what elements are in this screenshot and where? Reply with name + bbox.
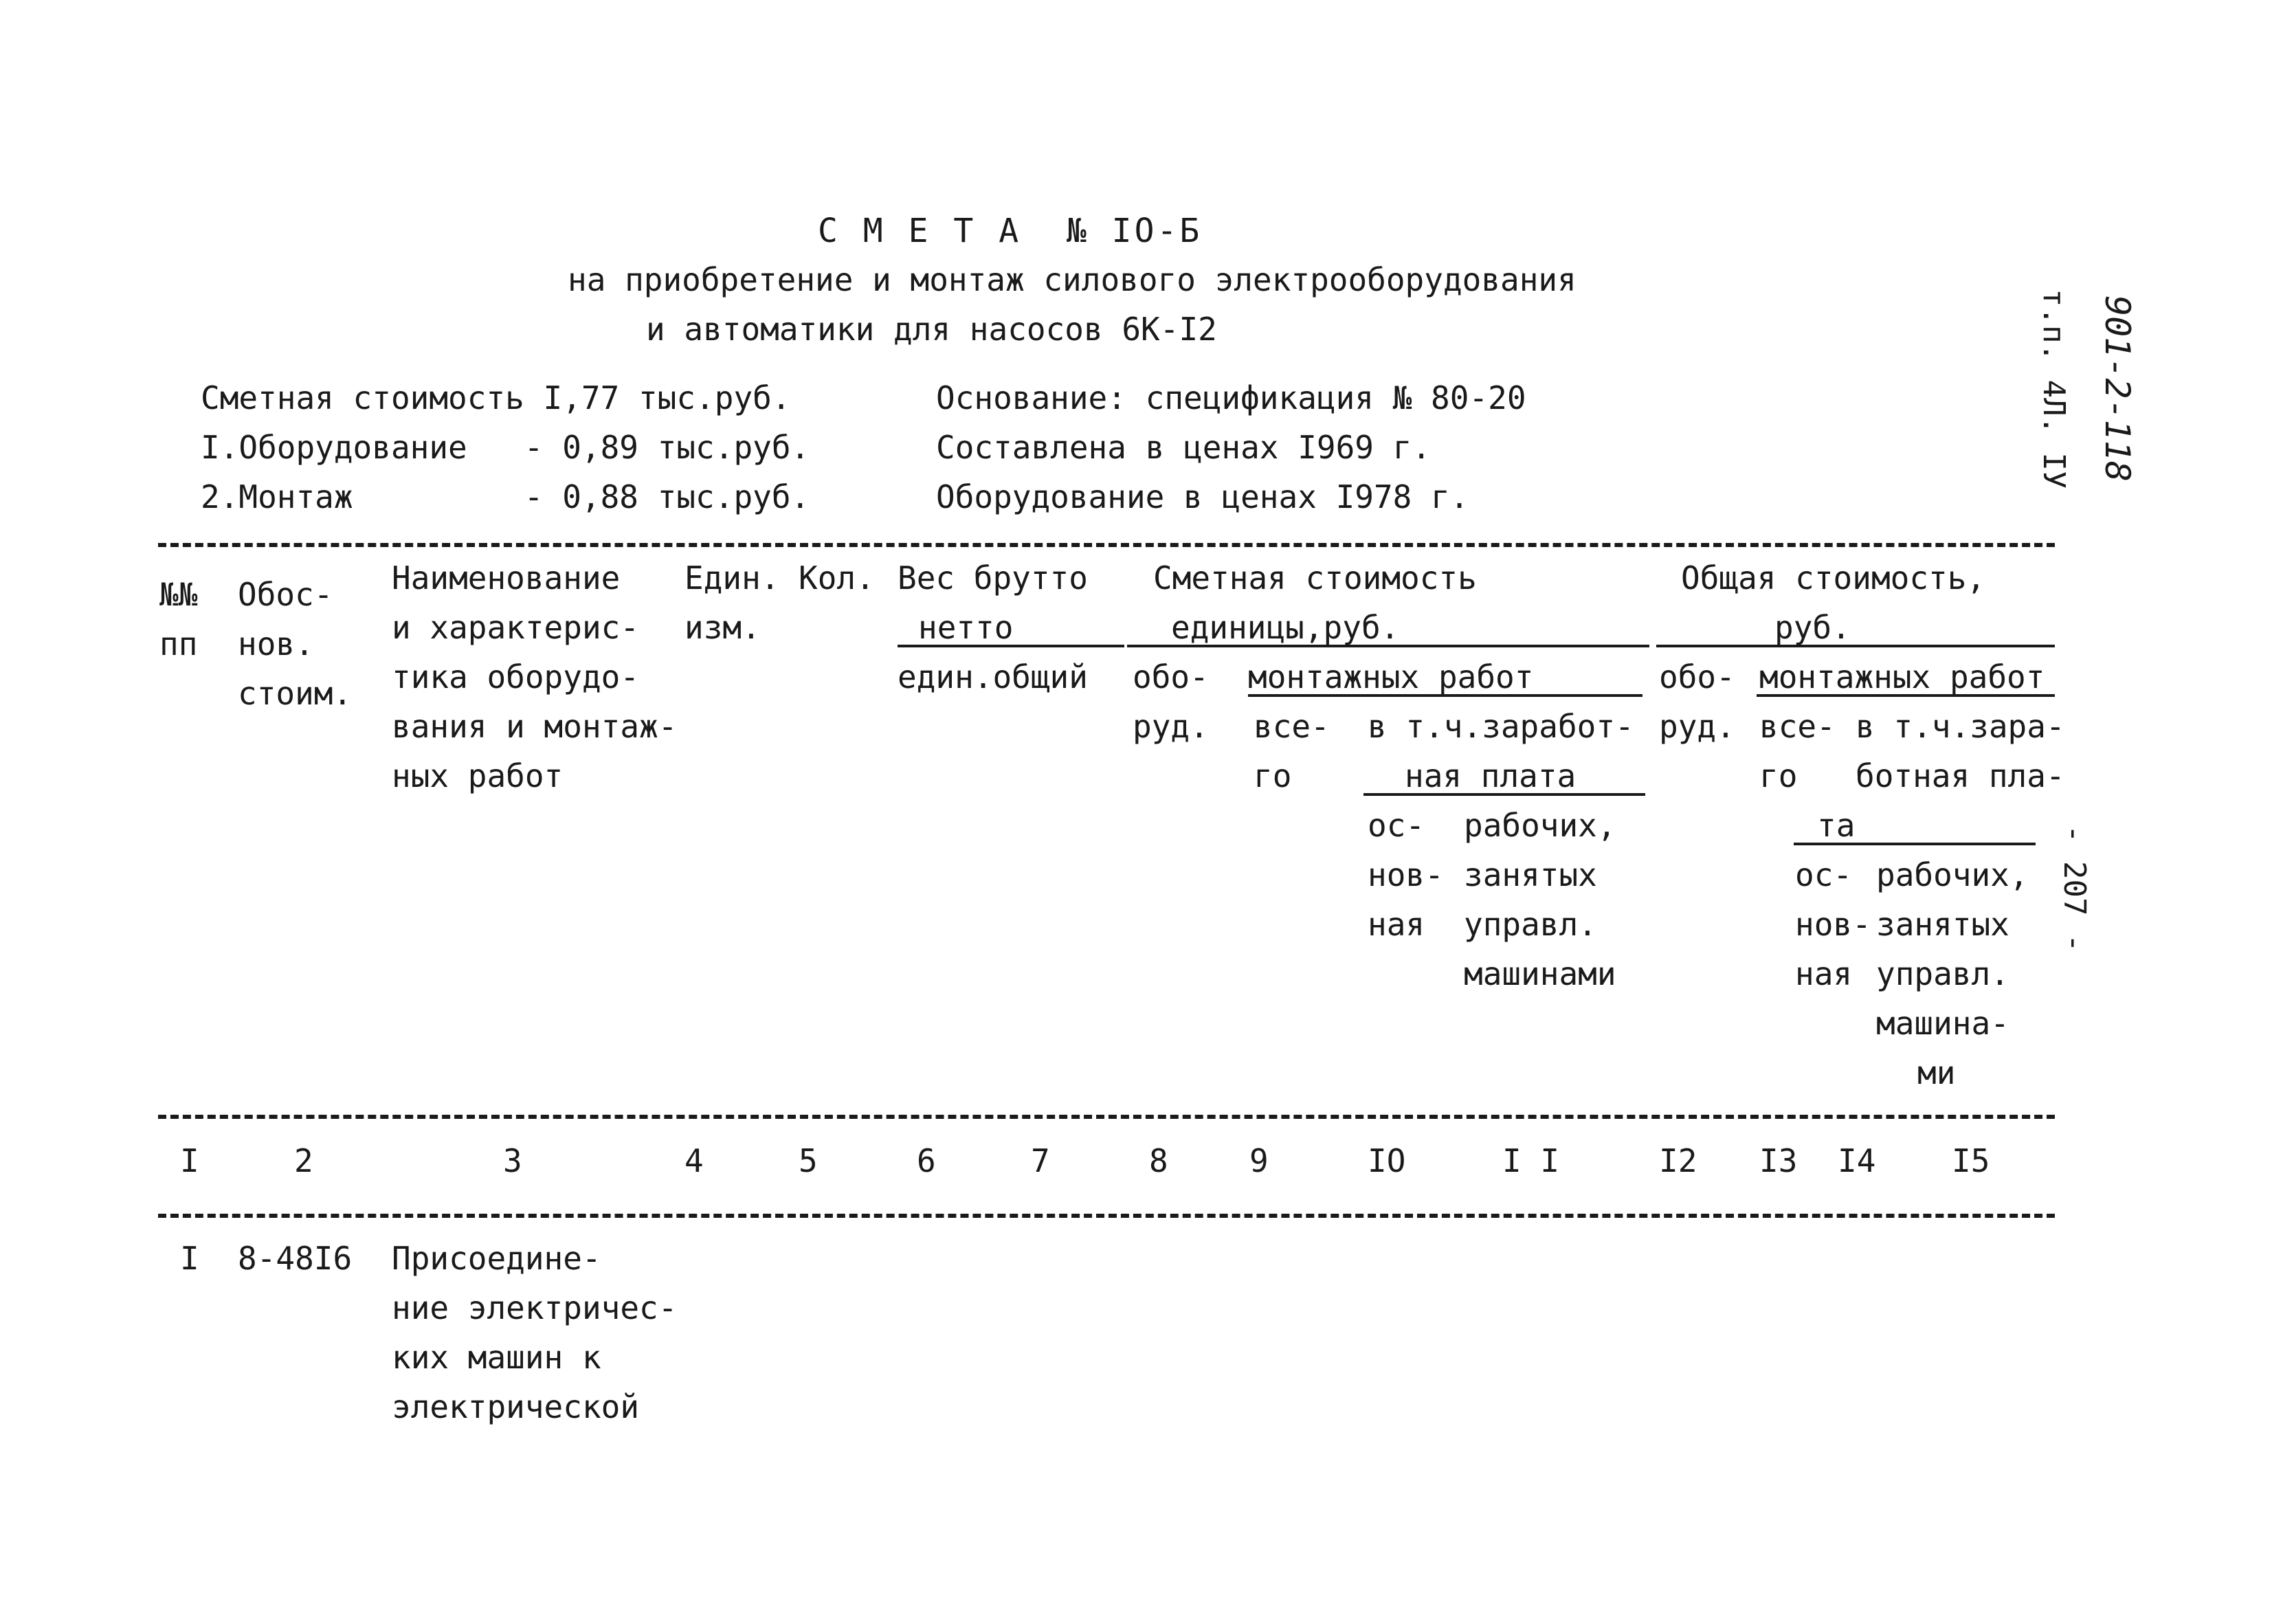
col-3-line-4: вания и монтаж- (392, 708, 678, 745)
col-9-line-1: все- (1254, 708, 1330, 745)
document-subtitle-line-2: и автоматики для насосов 6К-I2 (646, 311, 1217, 348)
column-number: I4 (1838, 1142, 1876, 1179)
wage-header-sub: ная плата (1405, 757, 1577, 794)
col-14-line-2: нов- (1795, 906, 1871, 943)
col-13-line-2: го (1759, 757, 1798, 794)
column-number: I (180, 1142, 199, 1179)
column-number: 9 (1249, 1142, 1269, 1179)
installation-works-underline-2 (1757, 694, 2055, 697)
row-name-line-1: Присоедине- (392, 1240, 601, 1277)
column-number: 7 (1031, 1142, 1050, 1179)
weight-net: нетто (918, 609, 1014, 646)
estimated-cost-installation: 2.Монтаж - 0,88 тыс.руб. (201, 478, 810, 515)
basis-prices: Составлена в ценах I969 г. (936, 429, 1432, 466)
col-11-line-2: занятых (1464, 856, 1597, 893)
column-number: 3 (503, 1142, 522, 1179)
col-12-line-2: руд. (1659, 708, 1735, 745)
column-number: IO (1368, 1142, 1406, 1179)
basis-equipment-prices: Оборудование в ценах I978 г. (936, 478, 1469, 515)
total-cost-underline (1656, 645, 2055, 647)
column-number: I I (1502, 1142, 1560, 1179)
column-numbers-separator (158, 1214, 2055, 1218)
col-15-line-5: ми (1917, 1054, 1956, 1091)
handwritten-number: 901-2-118 (2097, 296, 2137, 482)
col-15-line-1: рабочих, (1876, 856, 2029, 893)
col-4-line-1: Един. (684, 559, 780, 597)
weight-underline (898, 645, 1124, 647)
estimated-cost-total: Сметная стоимость I,77 тыс.руб. (201, 379, 791, 416)
col-11-line-4: машинами (1464, 955, 1616, 992)
document-subtitle: на приобретение и монтаж силового электрооборудования (568, 261, 1577, 298)
installation-works-underline (1248, 694, 1642, 697)
column-number: I2 (1659, 1142, 1697, 1179)
row-name-line-4: электрической (392, 1388, 640, 1425)
basis-specification: Основание: спецификация № 80-20 (936, 379, 1526, 416)
document-title: С М Е Т А № IO-Б (818, 212, 1203, 250)
column-number: 4 (684, 1142, 704, 1179)
wage-header-2-line-2: ботная пла- (1856, 757, 2065, 794)
total-cost-title: Общая стоимость, (1681, 559, 1986, 597)
col-15-line-4: машина- (1876, 1005, 2009, 1042)
col-15-line-3: управл. (1876, 955, 2009, 992)
col-15-line-2: занятых (1876, 906, 2009, 943)
unit-cost-title: Сметная стоимость (1153, 559, 1477, 597)
col-12-line-1: обо- (1659, 658, 1735, 696)
unit-cost-subtitle: единицы,руб. (1171, 609, 1400, 646)
row-name-line-3: ких машин к (392, 1339, 601, 1376)
col-3-line-5: ных работ (392, 757, 564, 794)
col-14-line-1: ос- (1795, 856, 1853, 893)
header-bottom-separator (158, 1115, 2055, 1119)
col-11-line-3: управл. (1464, 906, 1597, 943)
column-number: 2 (294, 1142, 313, 1179)
col-10-line-2: нов- (1368, 856, 1444, 893)
row-number: I (180, 1240, 199, 1277)
column-number: I5 (1952, 1142, 1990, 1179)
col-10-line-3: ная (1368, 906, 1425, 943)
installation-works-header: монтажных работ (1248, 658, 1534, 696)
col-2-line-1: Обос- (238, 576, 333, 613)
unit-cost-underline (1127, 645, 1649, 647)
col-3-line-3: тика оборудо- (392, 658, 640, 696)
weight-unit-total: един.общий (898, 658, 1088, 696)
wage-header: в т.ч.заработ- (1368, 708, 1634, 745)
column-number: 8 (1149, 1142, 1168, 1179)
col-2-line-2: нов. (238, 625, 314, 663)
col-14-line-3: ная (1795, 955, 1853, 992)
wage-underline (1363, 793, 1645, 796)
header-top-separator (158, 543, 2055, 547)
col-11-line-1: рабочих, (1464, 807, 1616, 844)
estimated-cost-equipment: I.Оборудование - 0,89 тыс.руб. (201, 429, 810, 466)
column-number: 5 (799, 1142, 818, 1179)
col-5-line-1: Кол. (799, 559, 875, 597)
installation-works-header-2: монтажных работ (1759, 658, 2045, 696)
col-4-line-2: изм. (684, 609, 761, 646)
col-2-line-3: стоим. (238, 675, 353, 712)
weight-gross: Вес брутто (898, 559, 1088, 597)
col-9-line-2: го (1254, 757, 1292, 794)
col-13-line-1: все- (1759, 708, 1836, 745)
row-name-line-2: ние электричес- (392, 1289, 678, 1326)
row-code: 8-48I6 (238, 1240, 353, 1277)
col-10-line-1: ос- (1368, 807, 1425, 844)
col-8-line-1: обо- (1133, 658, 1209, 696)
column-number: I3 (1759, 1142, 1798, 1179)
page-number: - 207 - (2057, 825, 2092, 953)
col-3-line-1: Наименование (392, 559, 621, 597)
total-cost-subtitle: руб. (1774, 609, 1851, 646)
col-1-line-2: пп (159, 625, 198, 663)
col-3-line-2: и характерис- (392, 609, 640, 646)
wage-header-2-sub: та (1817, 807, 1856, 844)
wage-underline-2 (1794, 843, 2036, 845)
col-1-line-1: №№ (159, 576, 198, 613)
wage-header-2: в т.ч.зара- (1856, 708, 2065, 745)
column-number: 6 (917, 1142, 936, 1179)
side-code: т.п. 4Л. IУ (2036, 289, 2071, 489)
col-8-line-2: руд. (1133, 708, 1209, 745)
